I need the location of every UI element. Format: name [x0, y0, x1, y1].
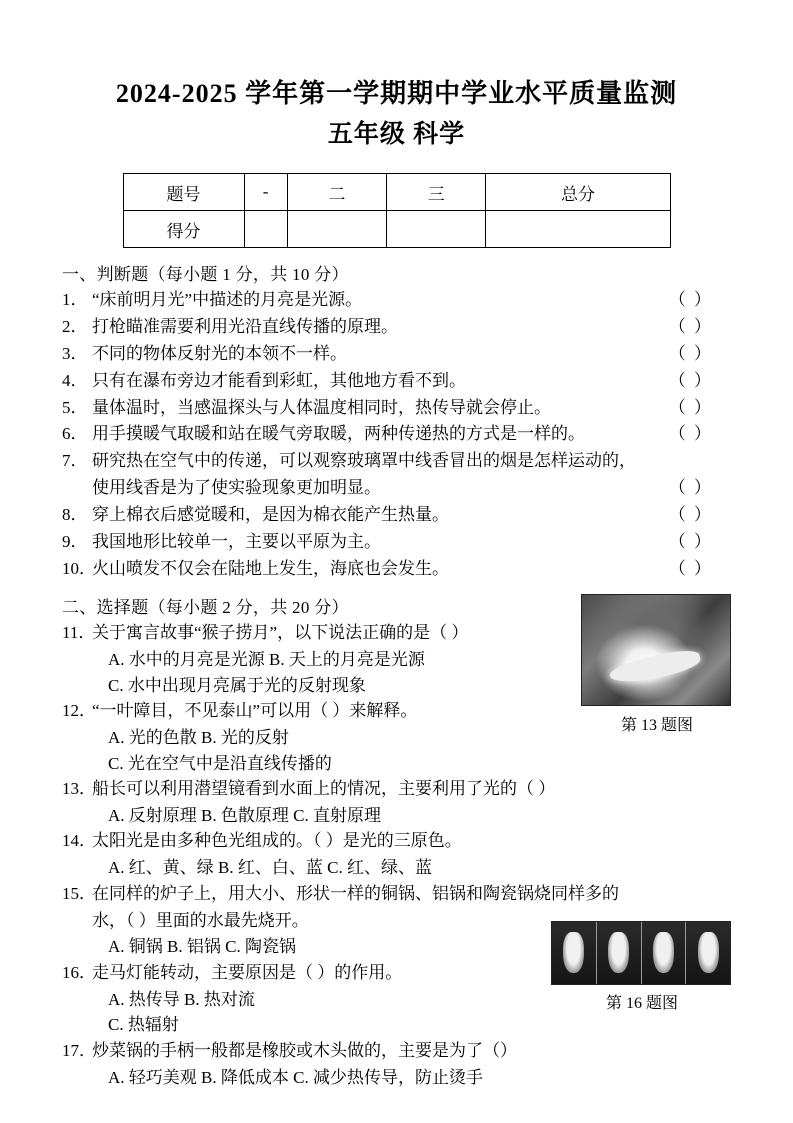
score-table-cell: 题号: [123, 174, 244, 211]
score-table-cell: -: [244, 174, 287, 211]
table-row: [123, 211, 670, 248]
question-item: [62, 287, 731, 313]
page-title-line1: 2024-2025 学年第一学期期中学业水平质量监测: [115, 79, 678, 108]
answer-brackets[interactable]: （ ）: [668, 290, 713, 310]
score-table-cell: [486, 211, 670, 248]
table-row: [123, 174, 670, 211]
question-item: [62, 529, 731, 555]
question-text: 在同样的炉子上，用大小、形状一样的铜锅、铝锅和陶瓷锅烧同样多的: [92, 883, 619, 903]
question-text: 不同的物体反射光的本领不一样。: [92, 343, 347, 363]
question-text: 只有在瀑布旁边才能看到彩虹，其他地方看不到。: [92, 370, 466, 390]
section-heading-choice: 二、选择题（每小题 2 分，共 20 分）: [62, 598, 349, 618]
question-item: [62, 556, 731, 582]
figure-16-caption: 第 16 题图: [605, 995, 678, 1012]
question-text: 船长可以利用潜望镜看到水面上的情况，主要利用了光的（ ）: [92, 779, 556, 799]
question-text: 走马灯能转动，主要原因是（ ）的作用。: [92, 962, 403, 982]
question-item: [62, 421, 731, 447]
question-number: 17．: [62, 1040, 96, 1060]
question-text: 炒菜锅的手柄一般都是橡胶或木头做的，主要是为了（）: [92, 1040, 517, 1060]
figure-13-caption: 第 13 题图: [620, 717, 693, 734]
question-number: 8．: [62, 504, 88, 524]
score-table-cell: 得分: [123, 211, 244, 248]
score-table-cell: [287, 211, 386, 248]
question-text: 用手摸暖气取暖和站在暖气旁取暖，两种传递热的方式是一样的。: [92, 424, 585, 444]
score-table-cell: 总分: [486, 174, 670, 211]
question-number: 11．: [62, 623, 96, 643]
answer-brackets[interactable]: （ ）: [668, 478, 713, 498]
question-options[interactable]: A. 水中的月亮是光源 B. 天上的月亮是光源: [108, 650, 425, 670]
question-item: [62, 881, 731, 907]
score-table-cell: [387, 211, 486, 248]
question-options[interactable]: C. 热辐射: [108, 1015, 179, 1035]
question-text: 关于寓言故事“猴子捞月”，以下说法正确的是（ ）: [92, 623, 469, 643]
question-text: 我国地形比较单一，主要以平原为主。: [92, 531, 381, 551]
question-options[interactable]: A. 红、黄、绿 B. 红、白、蓝 C. 红、绿、蓝: [108, 858, 432, 878]
question-item-continuation: [62, 475, 731, 501]
figure-lantern-image: [551, 921, 731, 985]
page-title-line2: 五年级 科学: [327, 120, 466, 148]
question-text: 穿上棉衣后感觉暖和，是因为棉衣能产生热量。: [92, 504, 449, 524]
question-item: [62, 502, 731, 528]
question-item: [62, 828, 731, 854]
question-number: [62, 908, 92, 934]
question-options[interactable]: A. 反射原理 B. 色散原理 C. 直射原理: [108, 805, 381, 825]
section-heading-judgement: 一、判断题（每小题 1 分，共 10 分）: [62, 265, 349, 285]
question-text: 量体温时，当感温探头与人体温度相同时，热传导就会停止。: [92, 397, 551, 417]
answer-brackets[interactable]: （ ）: [668, 343, 713, 363]
question-number: [62, 475, 92, 501]
answer-brackets[interactable]: （ ）: [668, 317, 713, 337]
question-text: “一叶障目，不见泰山”可以用（ ）来解释。: [92, 701, 418, 721]
answer-brackets[interactable]: （ ）: [668, 531, 713, 551]
question-number: 13．: [62, 779, 96, 799]
score-table-cell: 二: [287, 174, 386, 211]
answer-brackets[interactable]: （ ）: [668, 504, 713, 524]
question-number: 2．: [62, 317, 88, 337]
question-item: [62, 776, 731, 802]
score-table-cell: [244, 211, 287, 248]
question-item: [62, 448, 731, 474]
question-number: 10．: [62, 558, 96, 578]
question-number: 6．: [62, 424, 88, 444]
question-text: 研究热在空气中的传递，可以观察玻璃罩中线香冒出的烟是怎样运动的，: [92, 451, 636, 471]
question-options[interactable]: A. 轻巧美观 B. 降低成本 C. 减少热传导，防止烫手: [108, 1067, 483, 1087]
answer-brackets[interactable]: （ ）: [668, 370, 713, 390]
figure-lantern-frame: [597, 922, 642, 984]
question-options[interactable]: C. 水中出现月亮属于光的反射现象: [108, 675, 366, 695]
question-item: [62, 368, 731, 394]
question-item: [62, 314, 731, 340]
question-item: [62, 395, 731, 421]
question-number: 1．: [62, 290, 88, 310]
question-text: 水，（ ）里面的水最先烧开。: [92, 910, 309, 930]
figure-monkey-moon-image: [581, 594, 731, 706]
question-number: 9．: [62, 531, 88, 551]
question-text: 太阳光是由多种色光组成的。（ ）是光的三原色。: [92, 831, 462, 851]
question-number: 5．: [62, 397, 88, 417]
figure-lantern-frame: [686, 922, 730, 984]
question-options[interactable]: A. 热传导 B. 热对流: [108, 989, 255, 1009]
question-number: 7．: [62, 451, 88, 471]
question-options[interactable]: A. 铜锅 B. 铝锅 C. 陶瓷锅: [108, 937, 296, 957]
question-text: 使用线香是为了使实验现象更加明显。: [92, 478, 381, 498]
question-text: “床前明月光”中描述的月亮是光源。: [92, 290, 363, 310]
answer-brackets[interactable]: （ ）: [668, 558, 713, 578]
question-number: 16．: [62, 962, 96, 982]
score-table-cell: 三: [387, 174, 486, 211]
question-options[interactable]: A. 光的色散 B. 光的反射: [108, 728, 289, 748]
question-number: 12．: [62, 701, 96, 721]
question-number: 15．: [62, 883, 96, 903]
question-number: 14．: [62, 831, 96, 851]
question-number: 3．: [62, 343, 88, 363]
question-item: [62, 341, 731, 367]
question-options[interactable]: C. 光在空气中是沿直线传播的: [108, 753, 332, 773]
answer-brackets[interactable]: （ ）: [668, 397, 713, 417]
question-item: [62, 1038, 731, 1064]
question-number: 4．: [62, 370, 88, 390]
question-text: 火山喷发不仅会在陆地上发生，海底也会发生。: [92, 558, 449, 578]
figure-lantern-frame: [552, 922, 597, 984]
question-text: 打枪瞄准需要利用光沿直线传播的原理。: [92, 317, 398, 337]
figure-lantern-frame: [642, 922, 687, 984]
score-table: [123, 173, 671, 248]
answer-brackets[interactable]: （ ）: [668, 424, 713, 444]
